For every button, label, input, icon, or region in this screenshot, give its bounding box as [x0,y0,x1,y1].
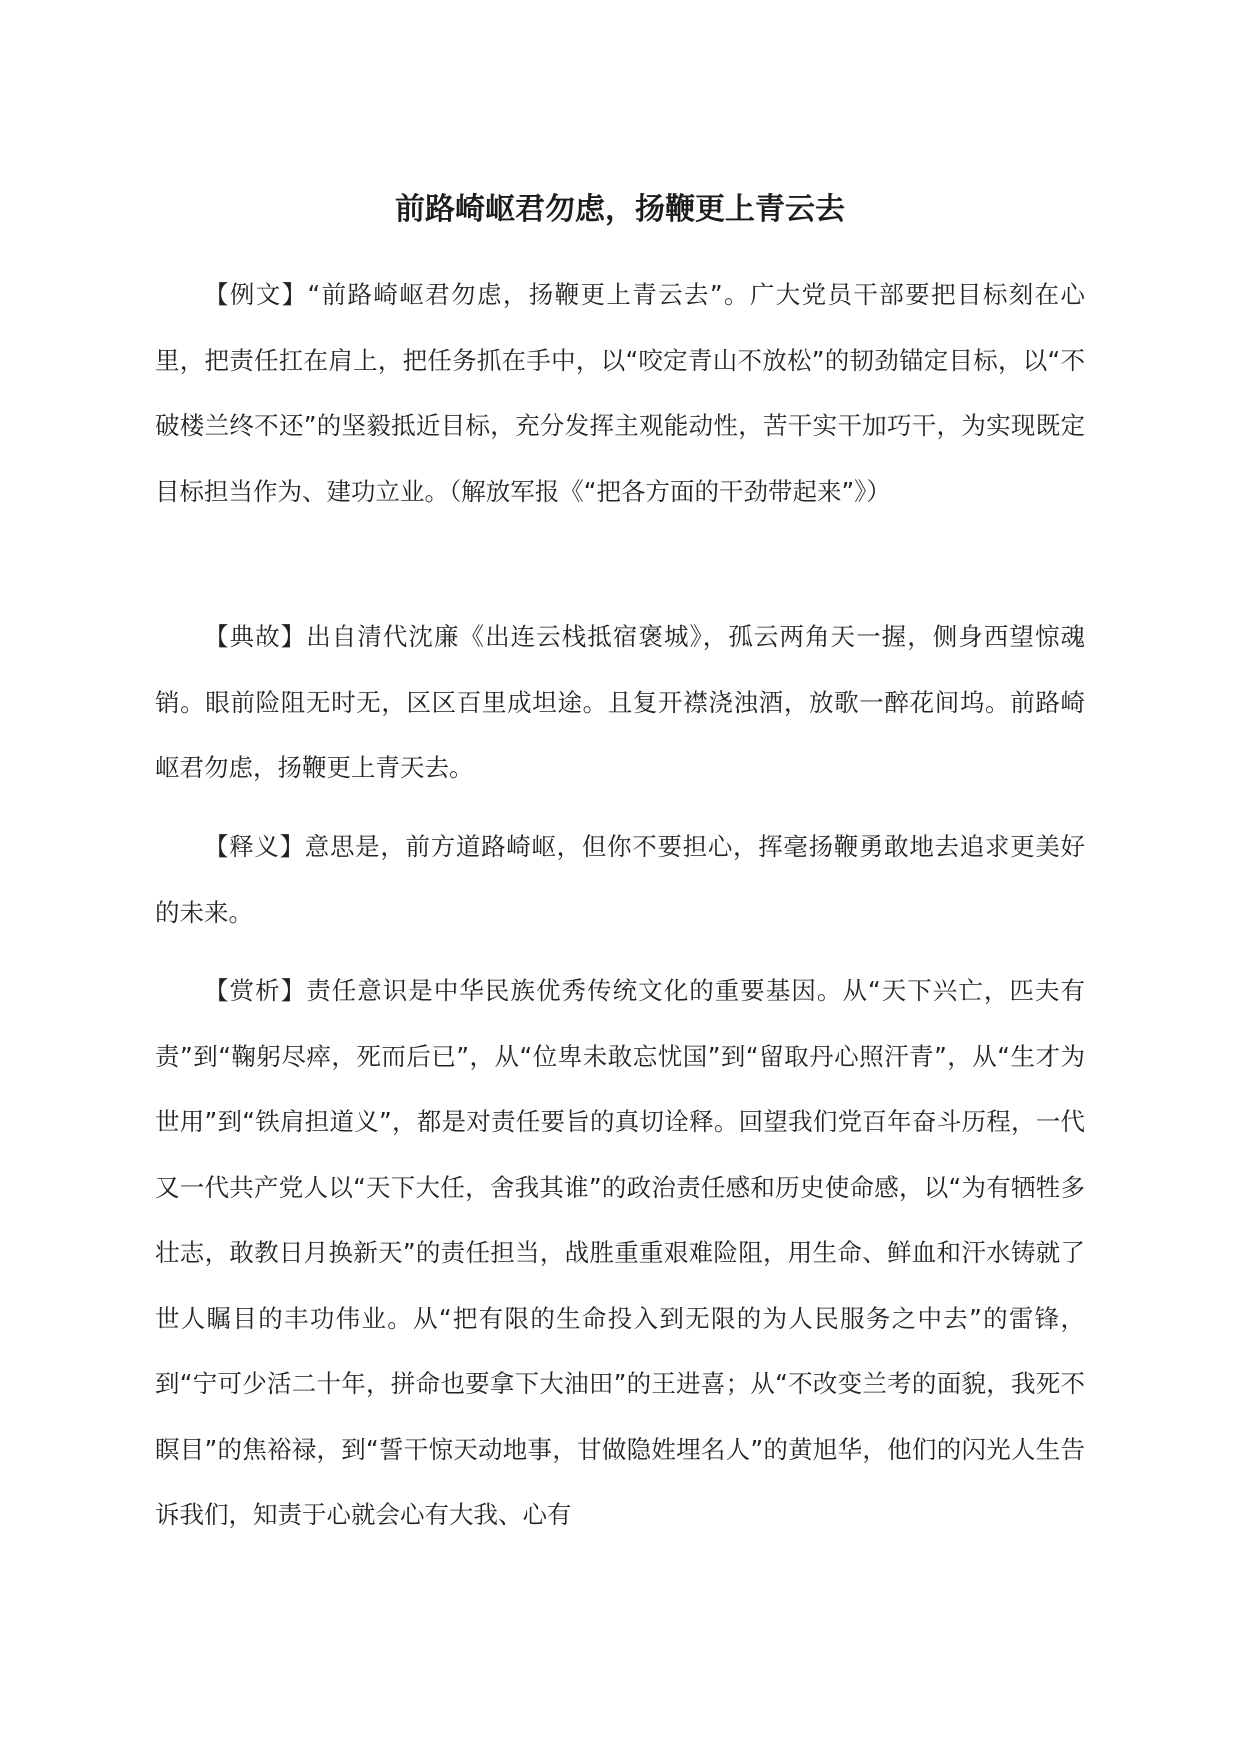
paragraph-text-allusion: 出自清代沈廉《出连云栈抵宿褒城》，孤云两角天一握，侧身西望惊魂销。眼前险阻无时无，区区百里成坦途。且复开襟浇浊酒，放歌一醉花间坞。前路崎岖君勿虑，扬鞭更上青天去。 [155,622,1086,782]
paragraph-tag-meaning: 【释义】 [204,832,305,861]
paragraph-text-meaning: 意思是，前方道路崎岖，但你不要担心，挥毫扬鞭勇敢地去追求更美好的未来。 [155,832,1085,927]
paragraph-example [155,262,1085,524]
paragraph-tag-analysis: 【赏析】 [204,976,307,1005]
paragraph-tag-example: 【例文】 [204,280,308,309]
paragraph-allusion [155,604,1085,801]
paragraph-text-analysis: 责任意识是中华民族优秀传统文化的重要基因。从“天下兴亡，匹夫有责”到“鞠躬尽瘁，死而后已”，从“位卑未敢忘忧国”到“留取丹心照汗青”，从“生才为世用”到“铁肩担道义”，都是对责任要旨的真切诠释。回望我们党百年奋斗历程，一代又一代共产党人以“天下大任，舍我其谁”的政治责任感和历史使命感，以“为有牺牲多壮志，敢教日月换新天”的责任担当，战胜重重艰难险阻，用生命、鲜血和汗水铸就了世人瞩目的丰功伟业。从“把有限的生命投入到无限的为人民服务之中去”的雷锋，到“宁可少活二十年，拼命也要拿下大油田”的王进喜；从“不改变兰考的面貌，我死不瞑目”的焦裕禄，到“誓干惊天动地事，甘做隐姓埋名人”的黄旭华，他们的闪光人生告诉我们，知责于心就会心有大我、心有 [155,976,1085,1529]
paragraph-tag-allusion: 【典故】 [204,622,307,651]
paragraph-text-example: “前路崎岖君勿虑，扬鞭更上青云去”。广大党员干部要把目标刻在心里，把责任扛在肩上，把任务抓在手中，以“咬定青山不放松”的韧劲锚定目标，以“不破楼兰终不还”的坚毅抵近目标，充分发挥主观能动性，苦干实干加巧干，为实现既定目标担当作为、建功立业。（解放军报《“把各方面的干劲带起来”》） [155,280,1085,506]
paragraph-analysis [155,958,1085,1548]
document-title: 前路崎岖君勿虑，扬鞭更上青云去 [395,192,845,227]
paragraph-meaning [155,814,1085,945]
